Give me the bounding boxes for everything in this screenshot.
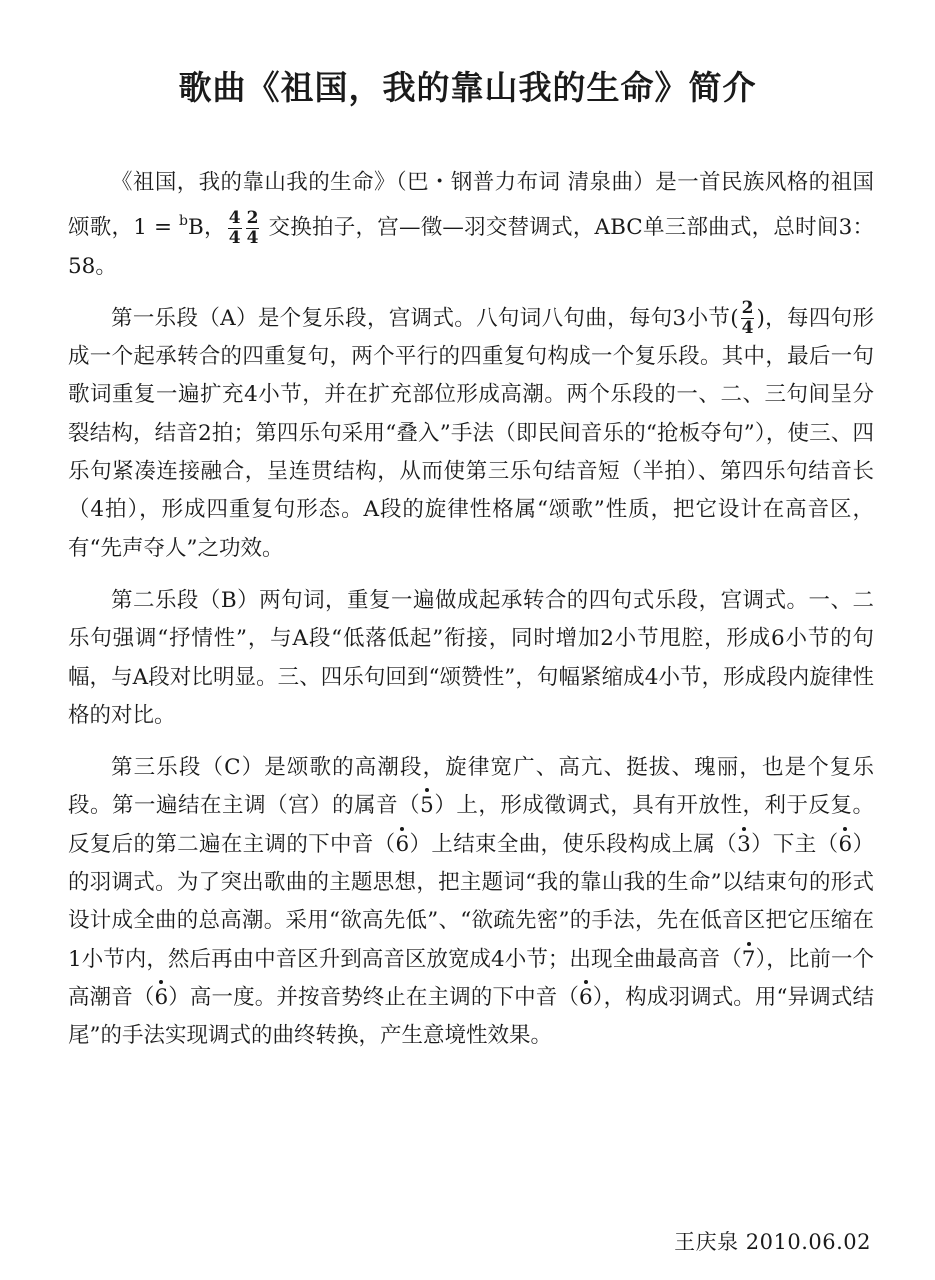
fraction-denominator: 4 [246, 227, 259, 248]
high-note-7: 7 [742, 941, 756, 979]
time-signature-4-4 [228, 207, 242, 248]
fraction-denominator: 4 [741, 318, 754, 339]
section-c-text-5: ）的羽调式。为了突出歌曲的主题思想，把主题词“我的靠山我的生命”以结束句的形式设计成全曲的总高潮。采用“欲高先低”、“欲疏先密”的手法，先在低音区把它压缩在1小节内，然后再由中音区升到高音区放宽成4小节；出现全曲最高音（ [68, 831, 874, 972]
section-c-text-3: ）上结束全曲，使乐段构成上属（ [409, 831, 738, 857]
article-body [68, 164, 874, 1070]
section-c-text-6: ），比前一个高潮音（ [68, 946, 874, 1010]
section-c-text-4: ）下主（ [750, 831, 839, 857]
page-title: 歌曲《祖国，我的靠山我的生命》简介 [178, 68, 757, 107]
time-signature-2-4 [246, 207, 260, 248]
section-a-text-2: )，每四句形成一个起承转合的四重复句，两个平行的四重复句构成一个复乐段。其中，最后一句歌词重复一遍扩充4小节，并在扩充部位形成高潮。两个乐段的一、二、三句间呈分裂结构，结音2拍；第四乐句采用“叠入”手法（即民间音乐的“抢板夺句”），使三、四乐句紧凑连接融合，呈连贯结构，从而使第三乐句结音短（半拍）、第四乐句结音长（4拍），形成四重复句形态。A段的旋律性格属“颂歌”性质，把它设计在高音区，有“先声夺人”之功效。 [68, 305, 874, 561]
key-name: B， [188, 215, 226, 241]
section-c-text-7: ）高一度。并按音势终止在主调的下中音（ [168, 984, 579, 1010]
high-note-6: 6 [154, 979, 168, 1017]
high-note-6: 6 [579, 979, 593, 1017]
fraction-numerator: 2 [741, 298, 754, 319]
high-note-6: 6 [838, 826, 852, 864]
high-note-6: 6 [396, 826, 410, 864]
paragraph-section-c [68, 749, 874, 1055]
high-note-3: 3 [737, 826, 751, 864]
section-c-text-2: ）上，形成徵调式，具有开放性，利于反复。反复后的第二遍在主调的下中音（ [68, 793, 874, 857]
flat-sign: b [179, 213, 189, 230]
intro-text-2: 交换拍子，宫—徵—羽交替调式，ABC单三部曲式，总时间3：58。 [68, 215, 874, 279]
section-c-text-8: ），构成羽调式。用“异调式结尾”的手法实现调式的曲终转换，产生意境性效果。 [68, 984, 874, 1049]
fraction-numerator: 2 [246, 207, 259, 228]
fraction-denominator: 4 [228, 227, 241, 248]
paragraph-section-b: 第二乐段（B）两句词，重复一遍做成起承转合的四句式乐段，宫调式。一、二乐句强调“抒情性”，与A段“低落低起”衔接，同时增加2小节甩腔，形成6小节的句幅，与A段对比明显。三、四乐句回到“颂赞性”，句幅紧缩成4小节，形成段内旋律性格的对比。 [68, 587, 874, 728]
high-note-5: 5 [420, 787, 434, 825]
section-a-text-1: 第一乐段（A）是个复乐段，宫调式。八句词八句曲，每句3小节( [111, 305, 739, 331]
section-c-text-1: 第三乐段（C）是颂歌的高潮段，旋律宽广、高亢、挺拔、瑰丽，也是个复乐段。第一遍结在主调（宫）的属音（ [68, 755, 874, 819]
fraction-numerator: 4 [228, 207, 241, 228]
author-signature: 王庆泉 2010.06.02 [674, 1230, 871, 1254]
paragraph-section-a [68, 300, 874, 568]
time-signature-2-4-inline [741, 300, 755, 337]
intro-text-1: 《祖国，我的靠山我的生命》（巴・钢普力布词 清泉曲）是一首民族风格的祖国颂歌，1 = [68, 170, 874, 241]
paragraph-intro [68, 164, 874, 286]
